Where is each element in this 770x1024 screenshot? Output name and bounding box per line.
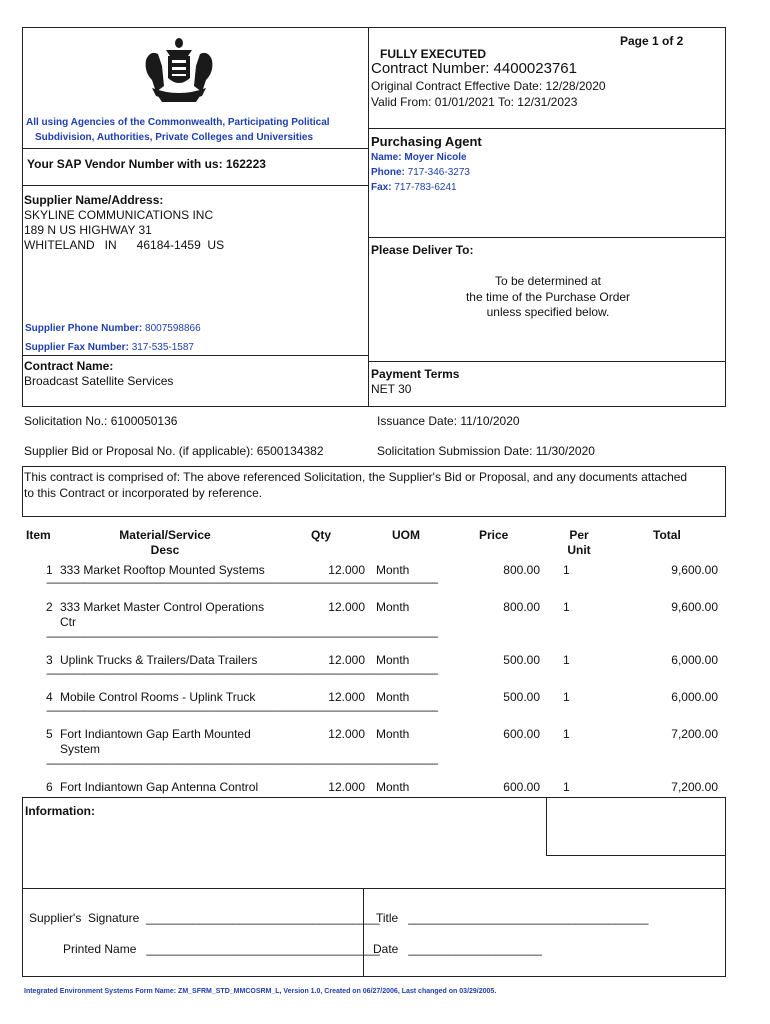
status-label: FULLY EXECUTED (380, 47, 487, 61)
deliver-to-title: Please Deliver To: (371, 243, 474, 257)
divider-contract-top (22, 355, 368, 356)
signature-divider (363, 888, 364, 977)
row-qty: 12.000 (328, 780, 365, 794)
divider-supplier-top (22, 185, 368, 186)
divider-solicitation-top (22, 406, 726, 407)
issuance-date: Issuance Date: 11/10/2020 (377, 414, 520, 428)
divider-signature-top (22, 888, 726, 889)
supplier-signature-field: Supplier's Signature ___________________________________ (29, 911, 380, 925)
row-total: 6,000.00 (671, 653, 718, 667)
header-qty: Qty (311, 528, 332, 542)
divider-table-top (22, 516, 726, 517)
row-separator: ---------------------------------------------------------------------------------------------------------------------------------------------------------------------------------------------------------------------------------- (46, 578, 437, 589)
row-uom: Month (376, 653, 410, 667)
divider-info-top (22, 797, 726, 798)
header-per2: Unit (567, 543, 591, 557)
row-desc: Uplink Trucks & Trailers/Data Trailers (60, 653, 258, 667)
row-uom: Month (376, 600, 410, 614)
frame-left-upper (22, 27, 23, 407)
row-uom: Month (376, 780, 410, 794)
row-per: 1 (563, 690, 570, 704)
bid-number: Supplier Bid or Proposal No. (if applicable): 6500134382 (24, 444, 324, 458)
valid-dates: Valid From: 01/01/2021 To: 12/31/2023 (371, 95, 578, 109)
row-qty: 12.000 (328, 653, 365, 667)
header-uom: UOM (392, 528, 420, 542)
supplier-phone: Supplier Phone Number: 8007598866 (25, 323, 201, 334)
information-label: Information: (25, 804, 95, 818)
purchasing-agent-title: Purchasing Agent (371, 134, 482, 149)
contract-number: Contract Number: 4400023761 (371, 60, 577, 77)
row-uom: Month (376, 727, 410, 741)
divider-vendor-top (22, 148, 368, 149)
title-field: Title ____________________________________ (376, 911, 649, 925)
agent-name: Name: Moyer Nicole (371, 152, 467, 163)
agent-phone: Phone: 717-346-3273 (371, 167, 470, 178)
row-num: 6 (46, 780, 53, 794)
row-uom: Month (376, 690, 410, 704)
contract-name: Broadcast Satellite Services (24, 374, 174, 388)
row-price: 500.00 (503, 653, 540, 667)
comprised-line2: to this Contract or incorporated by reference. (24, 486, 263, 500)
payment-terms-value: NET 30 (371, 382, 412, 396)
row-uom: Month (376, 563, 410, 577)
date-field: Date ____________________ (373, 942, 542, 956)
deliver-line1: To be determined at (494, 274, 602, 288)
row-num: 4 (46, 690, 53, 704)
row-per: 1 (563, 780, 570, 794)
row-desc-cont: Ctr (60, 615, 76, 629)
sap-vendor-number: Your SAP Vendor Number with us: 162223 (27, 157, 266, 171)
row-price: 600.00 (503, 727, 540, 741)
row-price: 500.00 (503, 690, 540, 704)
row-per: 1 (563, 600, 570, 614)
deliver-line3: unless specified below. (486, 305, 610, 319)
row-desc: 333 Market Master Control Operations (60, 600, 265, 614)
agent-fax: Fax: 717-783-6241 (371, 182, 457, 193)
frame-right-lower (725, 797, 726, 977)
row-qty: 12.000 (328, 690, 365, 704)
contract-name-label: Contract Name: (24, 359, 114, 373)
row-separator: ---------------------------------------------------------------------------------------------------------------------------------------------------------------------------------------------------------------------------------- (46, 632, 437, 643)
supplier-name: SKYLINE COMMUNICATIONS INC (24, 208, 214, 222)
solicitation-number: Solicitation No.: 6100050136 (24, 414, 178, 428)
supplier-street: 189 N US HIGHWAY 31 (24, 223, 152, 237)
row-per: 1 (563, 727, 570, 741)
frame-right-upper (725, 27, 726, 407)
row-desc: Fort Indiantown Gap Earth Mounted (60, 727, 251, 741)
payment-terms-label: Payment Terms (371, 367, 460, 381)
supplier-fax: Supplier Fax Number: 317-535-1587 (25, 342, 194, 353)
header-price: Price (479, 528, 509, 542)
row-num: 5 (46, 727, 53, 741)
row-desc: Mobile Control Rooms - Uplink Truck (60, 690, 256, 704)
row-num: 2 (46, 600, 53, 614)
row-qty: 12.000 (328, 600, 365, 614)
divider-comprised-top (22, 466, 726, 467)
row-per: 1 (563, 563, 570, 577)
printed-name-field: Printed Name ___________________________________ (63, 942, 380, 956)
row-num: 1 (46, 563, 53, 577)
commonwealth-seal-icon (138, 36, 220, 106)
supplier-city: WHITELAND IN 46184-1459 US (24, 238, 225, 252)
row-num: 3 (46, 653, 53, 667)
center-divider (368, 27, 369, 407)
row-desc-cont: System (60, 742, 101, 756)
row-separator: ---------------------------------------------------------------------------------------------------------------------------------------------------------------------------------------------------------------------------------- (46, 759, 437, 770)
row-total: 6,000.00 (671, 690, 718, 704)
row-separator: ---------------------------------------------------------------------------------------------------------------------------------------------------------------------------------------------------------------------------------- (46, 706, 437, 717)
frame-left-comprised (22, 466, 23, 516)
row-price: 600.00 (503, 780, 540, 794)
deliver-line2: the time of the Purchase Order (465, 290, 631, 304)
frame-bottom (22, 976, 726, 977)
header-total: Total (653, 528, 681, 542)
row-price: 800.00 (503, 563, 540, 577)
row-total: 9,600.00 (671, 563, 718, 577)
row-total: 7,200.00 (671, 780, 718, 794)
divider-agent-top (368, 128, 726, 129)
frame-top (22, 27, 726, 28)
row-qty: 12.000 (328, 727, 365, 741)
row-qty: 12.000 (328, 563, 365, 577)
row-price: 800.00 (503, 600, 540, 614)
row-total: 7,200.00 (671, 727, 718, 741)
divider-deliver-top (368, 237, 726, 238)
header-desc2: Desc (150, 543, 180, 557)
row-separator: ---------------------------------------------------------------------------------------------------------------------------------------------------------------------------------------------------------------------------------- (46, 669, 437, 680)
info-divider (546, 797, 547, 855)
row-per: 1 (563, 653, 570, 667)
supplier-label: Supplier Name/Address: (24, 193, 164, 207)
comprised-line1: This contract is comprised of: The above referenced Solicitation, the Supplier's Bid or Proposal, and any documents attached (24, 470, 688, 484)
form-footer: Integrated Environment Systems Form Name: ZM_SFRM_STD_MMCOSRM_L, Version 1.0, Created on 06/27/2006, Last changed on 03/29/2005. (24, 988, 497, 995)
page-number: Page 1 of 2 (620, 34, 684, 48)
row-total: 9,600.00 (671, 600, 718, 614)
row-desc: Fort Indiantown Gap Antenna Control (60, 780, 259, 794)
header-desc1: Material/Service (119, 528, 211, 542)
effective-date: Original Contract Effective Date: 12/28/2020 (371, 79, 606, 93)
frame-left-lower (22, 797, 23, 977)
header-per1: Per (569, 528, 589, 542)
agencies-line2: Subdivision, Authorities, Private Colleges and Universities (35, 132, 314, 143)
info-box-bottom (546, 855, 726, 856)
submission-date: Solicitation Submission Date: 11/30/2020 (377, 444, 595, 458)
divider-payment-top (368, 361, 726, 362)
header-item: Item (26, 528, 51, 542)
row-desc: 333 Market Rooftop Mounted Systems (60, 563, 265, 577)
agencies-line1: All using Agencies of the Commonwealth, Participating Political (26, 117, 330, 128)
